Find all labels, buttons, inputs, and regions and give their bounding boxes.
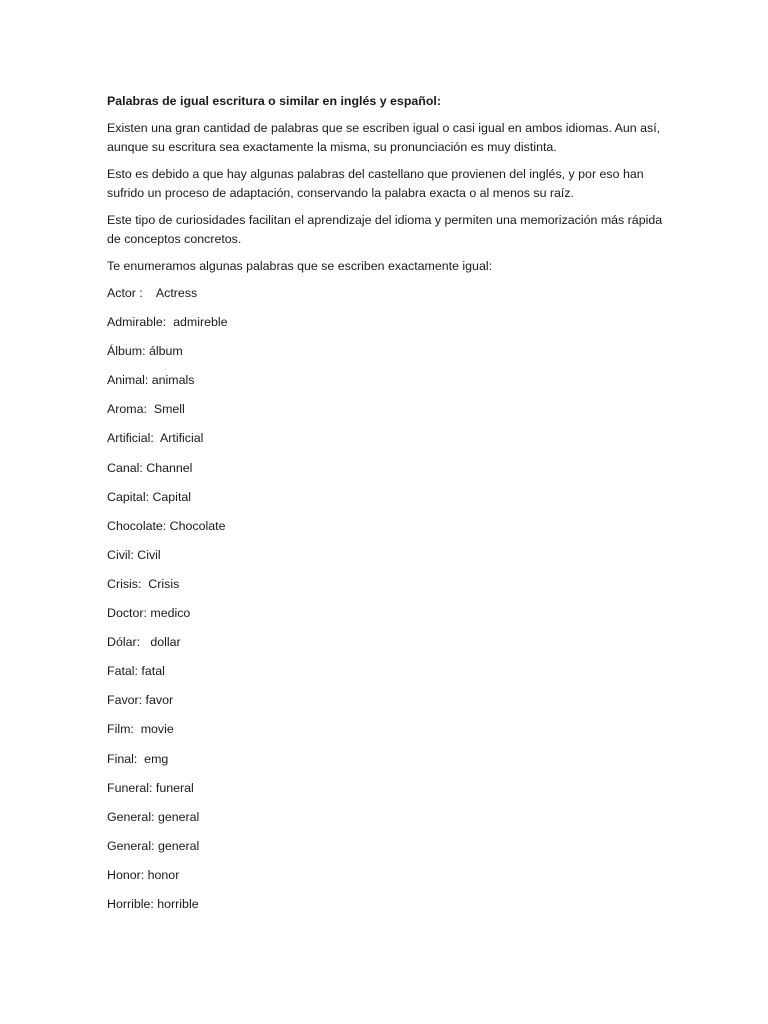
document-body: [107, 92, 667, 924]
word-pair-item: General: general: [107, 809, 200, 824]
document-title: Palabras de igual escritura o similar en inglés y español:: [107, 94, 441, 108]
word-pair-item: Crisis: Crisis: [107, 576, 180, 591]
word-pair-item: Chocolate: Chocolate: [107, 518, 226, 533]
word-pair-item: Favor: favor: [107, 693, 174, 708]
word-pair-item: Doctor: medico: [107, 606, 191, 621]
word-pair-item: Álbum: álbum: [107, 344, 183, 359]
word-pair-item: Fatal: fatal: [107, 664, 165, 679]
word-pair-item: Artificial: Artificial: [107, 431, 204, 446]
word-pair-list: [107, 284, 667, 924]
word-pair-item: General: general: [107, 838, 200, 853]
word-pair-item: Dólar: dollar: [107, 635, 181, 650]
origin-paragraph: Esto es debido a que hay algunas palabras del castellano que provienen del inglés, y por eso han sufrido un proceso de adaptación, conservando la palabra exacta o al menos su raíz.: [107, 167, 644, 200]
word-pair-item: Admirable: admireble: [107, 315, 228, 330]
word-pair-item: Funeral: funeral: [107, 780, 194, 795]
word-pair-item: Horrible: horrible: [107, 896, 199, 911]
word-pair-item: Canal: Channel: [107, 460, 193, 475]
word-pair-item: Honor: honor: [107, 867, 180, 882]
curiosities-paragraph: Este tipo de curiosidades facilitan el aprendizaje del idioma y permiten una memorización más rápida de conceptos concretos.: [107, 213, 663, 246]
word-pair-item: Film: movie: [107, 722, 174, 737]
intro-paragraph: Existen una gran cantidad de palabras que se escriben igual o casi igual en ambos idiomas. Aun así, aunque su escritura sea exactamente la misma, su pronunciación es muy distinta.: [107, 121, 661, 154]
word-pair-item: Animal: animals: [107, 373, 195, 388]
word-pair-item: Aroma: Smell: [107, 402, 185, 417]
list-intro-paragraph: Te enumeramos algunas palabras que se escriben exactamente igual:: [107, 259, 493, 273]
word-pair-item: Civil: Civil: [107, 547, 161, 562]
word-pair-item: Capital: Capital: [107, 489, 192, 504]
word-pair-item: Final: emg: [107, 751, 169, 766]
word-pair-item: Actor : Actress: [107, 286, 198, 300]
